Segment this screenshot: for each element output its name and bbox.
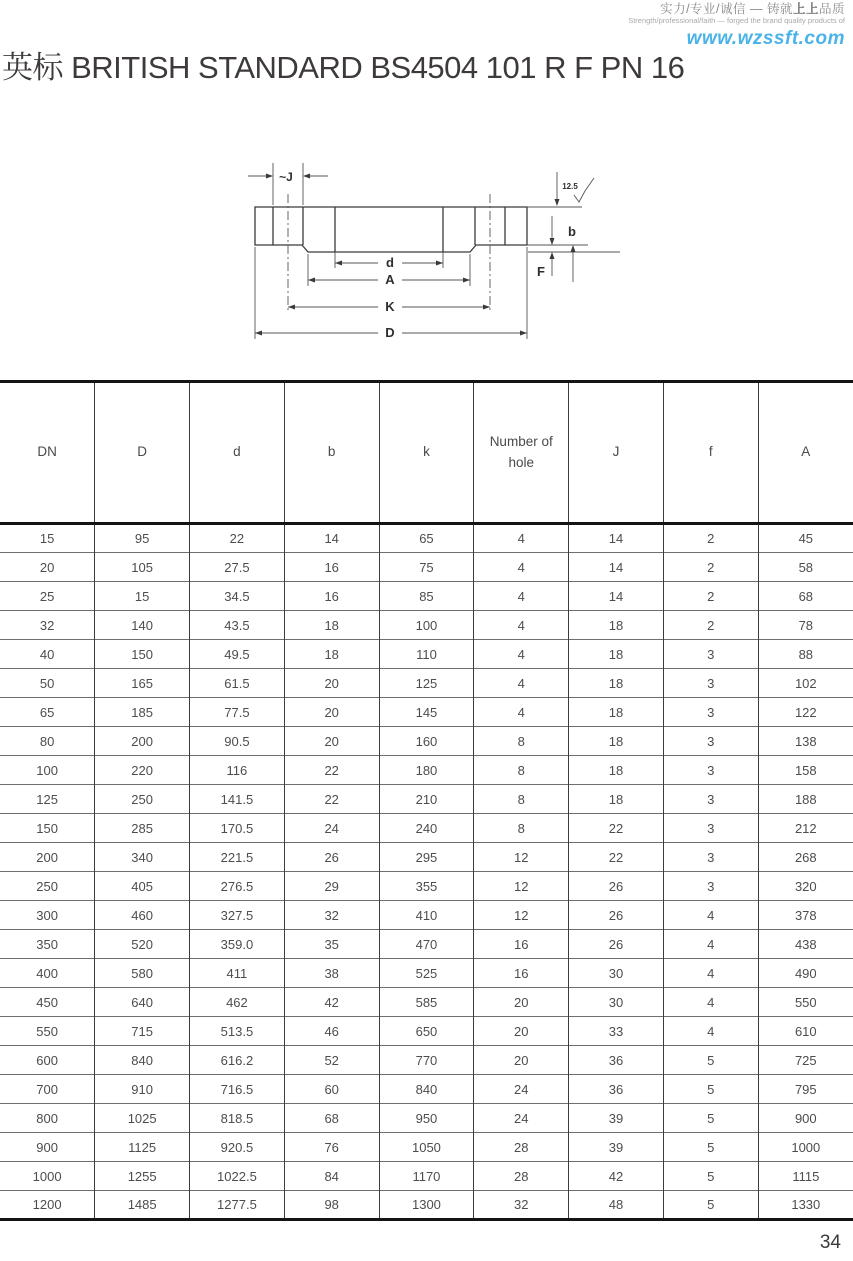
table-cell: 88 [758, 640, 853, 669]
table-cell: 138 [758, 727, 853, 756]
table-cell: 20 [284, 727, 379, 756]
column-header-b: b [284, 382, 379, 524]
table-cell: 20 [284, 698, 379, 727]
table-cell: 3 [663, 640, 758, 669]
table-cell: 14 [284, 524, 379, 553]
table-cell: 20 [474, 1046, 569, 1075]
table-cell: 3 [663, 814, 758, 843]
dim-label-j: ~J [279, 170, 293, 184]
table-cell: 5 [663, 1046, 758, 1075]
table-cell: 26 [569, 930, 664, 959]
table-row [0, 930, 853, 959]
table-cell: 1025 [95, 1104, 190, 1133]
table-cell: 3 [663, 843, 758, 872]
table-cell: 102 [758, 669, 853, 698]
table-cell: 68 [284, 1104, 379, 1133]
table-cell: 5 [663, 1133, 758, 1162]
table-cell: 3 [663, 698, 758, 727]
table-cell: 285 [95, 814, 190, 843]
table-cell: 900 [758, 1104, 853, 1133]
table-cell: 90.5 [190, 727, 285, 756]
table-cell: 32 [0, 611, 95, 640]
table-cell: 550 [758, 988, 853, 1017]
table-cell: 5 [663, 1075, 758, 1104]
table-cell: 12 [474, 843, 569, 872]
table-body [0, 524, 853, 1220]
table-cell: 800 [0, 1104, 95, 1133]
table-cell: 110 [379, 640, 474, 669]
table-cell: 490 [758, 959, 853, 988]
table-cell: 378 [758, 901, 853, 930]
table-row [0, 1133, 853, 1162]
table-cell: 30 [569, 959, 664, 988]
table-cell: 58 [758, 553, 853, 582]
table-cell: 3 [663, 872, 758, 901]
table-cell: 212 [758, 814, 853, 843]
table-cell: 795 [758, 1075, 853, 1104]
table-cell: 39 [569, 1133, 664, 1162]
table-cell: 4 [474, 524, 569, 553]
table-cell: 1115 [758, 1162, 853, 1191]
table-cell: 38 [284, 959, 379, 988]
table-cell: 12 [474, 872, 569, 901]
table-cell: 45 [758, 524, 853, 553]
table-cell: 2 [663, 553, 758, 582]
table-cell: 8 [474, 727, 569, 756]
column-header-a: A [758, 382, 853, 524]
table-cell: 18 [569, 698, 664, 727]
table-cell: 33 [569, 1017, 664, 1046]
table-cell: 240 [379, 814, 474, 843]
table-cell: 400 [0, 959, 95, 988]
table-cell: 4 [474, 553, 569, 582]
table-cell: 1050 [379, 1133, 474, 1162]
page-title: 英标 BRITISH STANDARD BS4504 101 R F PN 16 [2, 50, 685, 85]
table-cell: 100 [0, 756, 95, 785]
table-row [0, 1075, 853, 1104]
table-cell: 600 [0, 1046, 95, 1075]
table-cell: 24 [284, 814, 379, 843]
table-cell: 80 [0, 727, 95, 756]
table-cell: 18 [284, 640, 379, 669]
table-cell: 359.0 [190, 930, 285, 959]
table-cell: 715 [95, 1017, 190, 1046]
table-cell: 76 [284, 1133, 379, 1162]
table-cell: 77.5 [190, 698, 285, 727]
table-cell: 4 [663, 1017, 758, 1046]
table-cell: 200 [0, 843, 95, 872]
table-cell: 34.5 [190, 582, 285, 611]
table-cell: 411 [190, 959, 285, 988]
table-cell: 3 [663, 756, 758, 785]
table-cell: 46 [284, 1017, 379, 1046]
table-cell: 2 [663, 582, 758, 611]
table-cell: 26 [569, 872, 664, 901]
table-cell: 30 [569, 988, 664, 1017]
table-cell: 18 [569, 756, 664, 785]
table-cell: 35 [284, 930, 379, 959]
brand-website: www.wzssft.com [686, 28, 845, 49]
table-cell: 920.5 [190, 1133, 285, 1162]
table-cell: 32 [474, 1191, 569, 1220]
table-cell: 49.5 [190, 640, 285, 669]
table-row [0, 524, 853, 553]
table-cell: 550 [0, 1017, 95, 1046]
table-cell: 4 [663, 959, 758, 988]
table-cell: 98 [284, 1191, 379, 1220]
table-cell: 145 [379, 698, 474, 727]
table-cell: 716.5 [190, 1075, 285, 1104]
dim-label-dd: D [385, 325, 395, 340]
table-cell: 220 [95, 756, 190, 785]
table-cell: 3 [663, 727, 758, 756]
table-cell: 900 [0, 1133, 95, 1162]
table-cell: 5 [663, 1191, 758, 1220]
table-cell: 61.5 [190, 669, 285, 698]
table-cell: 585 [379, 988, 474, 1017]
table-cell: 450 [0, 988, 95, 1017]
table-cell: 22 [284, 785, 379, 814]
dim-label-b: b [568, 224, 576, 239]
table-row [0, 611, 853, 640]
table-cell: 15 [95, 582, 190, 611]
table-cell: 276.5 [190, 872, 285, 901]
table-cell: 300 [0, 901, 95, 930]
table-row [0, 1046, 853, 1075]
table-row [0, 727, 853, 756]
table-row [0, 1017, 853, 1046]
table-row [0, 1162, 853, 1191]
table-cell: 295 [379, 843, 474, 872]
table-cell: 180 [379, 756, 474, 785]
table-cell: 65 [379, 524, 474, 553]
table-cell: 122 [758, 698, 853, 727]
table-cell: 4 [663, 930, 758, 959]
header-row [0, 382, 853, 524]
table-cell: 462 [190, 988, 285, 1017]
table-cell: 25 [0, 582, 95, 611]
table-cell: 438 [758, 930, 853, 959]
table-cell: 14 [569, 582, 664, 611]
column-header-number-of-hole: Number of hole [474, 382, 569, 524]
table-cell: 1000 [758, 1133, 853, 1162]
table-cell: 840 [95, 1046, 190, 1075]
table-cell: 14 [569, 524, 664, 553]
table-row [0, 988, 853, 1017]
table-cell: 18 [569, 611, 664, 640]
table-cell: 116 [190, 756, 285, 785]
table-cell: 52 [284, 1046, 379, 1075]
table-cell: 160 [379, 727, 474, 756]
table-cell: 24 [474, 1075, 569, 1104]
table-cell: 520 [95, 930, 190, 959]
table-cell: 170.5 [190, 814, 285, 843]
table-cell: 700 [0, 1075, 95, 1104]
table-row [0, 843, 853, 872]
table-cell: 20 [284, 669, 379, 698]
table-cell: 18 [569, 640, 664, 669]
column-header-d-bore: d [190, 382, 285, 524]
dim-label-f: F [537, 264, 545, 279]
table-cell: 5 [663, 1162, 758, 1191]
table-cell: 513.5 [190, 1017, 285, 1046]
table-cell: 18 [569, 727, 664, 756]
table-cell: 18 [284, 611, 379, 640]
table-cell: 3 [663, 785, 758, 814]
table-cell: 4 [474, 669, 569, 698]
table-cell: 460 [95, 901, 190, 930]
column-header-k: k [379, 382, 474, 524]
table-row [0, 872, 853, 901]
table-cell: 125 [0, 785, 95, 814]
table-cell: 42 [569, 1162, 664, 1191]
table-cell: 1255 [95, 1162, 190, 1191]
table-cell: 125 [379, 669, 474, 698]
table-cell: 1125 [95, 1133, 190, 1162]
table-cell: 1000 [0, 1162, 95, 1191]
table-cell: 470 [379, 930, 474, 959]
table-cell: 1277.5 [190, 1191, 285, 1220]
table-row [0, 959, 853, 988]
table-cell: 65 [0, 698, 95, 727]
brand-tagline-en: Strength/professional/faith — forged the brand quality products of [628, 16, 845, 26]
table-cell: 200 [95, 727, 190, 756]
table-cell: 43.5 [190, 611, 285, 640]
table-cell: 770 [379, 1046, 474, 1075]
flange-drawing [240, 150, 620, 370]
table-cell: 818.5 [190, 1104, 285, 1133]
table-row [0, 756, 853, 785]
flange-body-outline [255, 207, 527, 252]
table-cell: 1485 [95, 1191, 190, 1220]
dim-label-roughness: 12.5 [562, 182, 578, 191]
table-row [0, 901, 853, 930]
table-cell: 610 [758, 1017, 853, 1046]
column-header-d-outer: D [95, 382, 190, 524]
table-cell: 650 [379, 1017, 474, 1046]
table-cell: 1330 [758, 1191, 853, 1220]
table-cell: 20 [474, 988, 569, 1017]
table-cell: 78 [758, 611, 853, 640]
table-cell: 75 [379, 553, 474, 582]
table-cell: 725 [758, 1046, 853, 1075]
table-cell: 165 [95, 669, 190, 698]
table-cell: 42 [284, 988, 379, 1017]
table-cell: 12 [474, 901, 569, 930]
table-cell: 141.5 [190, 785, 285, 814]
table-cell: 221.5 [190, 843, 285, 872]
table-cell: 140 [95, 611, 190, 640]
table-row [0, 814, 853, 843]
table-header [0, 382, 853, 524]
table-cell: 4 [474, 582, 569, 611]
table-cell: 4 [663, 988, 758, 1017]
table-cell: 188 [758, 785, 853, 814]
dim-label-k: K [385, 299, 395, 314]
table-cell: 68 [758, 582, 853, 611]
table-cell: 150 [95, 640, 190, 669]
table-cell: 36 [569, 1046, 664, 1075]
table-cell: 4 [474, 698, 569, 727]
table-cell: 5 [663, 1104, 758, 1133]
table-cell: 26 [284, 843, 379, 872]
brand-tagline-cn: 实力/专业/诚信 — 铸就上上品质 [660, 2, 845, 16]
table-cell: 26 [569, 901, 664, 930]
table-cell: 28 [474, 1162, 569, 1191]
table-cell: 28 [474, 1133, 569, 1162]
table-cell: 16 [474, 959, 569, 988]
table-cell: 16 [474, 930, 569, 959]
table-cell: 39 [569, 1104, 664, 1133]
table-row [0, 669, 853, 698]
table-cell: 525 [379, 959, 474, 988]
table-cell: 250 [0, 872, 95, 901]
column-header-dn: DN [0, 382, 95, 524]
table-cell: 350 [0, 930, 95, 959]
table-cell: 50 [0, 669, 95, 698]
table-row [0, 1104, 853, 1133]
table-cell: 580 [95, 959, 190, 988]
table-cell: 1200 [0, 1191, 95, 1220]
dim-label-a: A [385, 272, 395, 287]
table-row [0, 1191, 853, 1220]
table-row [0, 785, 853, 814]
table-cell: 4 [663, 901, 758, 930]
table-cell: 32 [284, 901, 379, 930]
table-cell: 8 [474, 756, 569, 785]
table-cell: 84 [284, 1162, 379, 1191]
table-cell: 355 [379, 872, 474, 901]
table-cell: 210 [379, 785, 474, 814]
table-cell: 40 [0, 640, 95, 669]
table-cell: 60 [284, 1075, 379, 1104]
table-cell: 2 [663, 524, 758, 553]
table-cell: 2 [663, 611, 758, 640]
table-cell: 340 [95, 843, 190, 872]
page-number: 34 [819, 1232, 841, 1253]
table-cell: 20 [0, 553, 95, 582]
table-cell: 405 [95, 872, 190, 901]
table-cell: 1300 [379, 1191, 474, 1220]
table-cell: 18 [569, 669, 664, 698]
table-cell: 22 [569, 843, 664, 872]
flange-drawing-svg [240, 150, 620, 365]
table-cell: 36 [569, 1075, 664, 1104]
table-cell: 14 [569, 553, 664, 582]
column-header-j: J [569, 382, 664, 524]
table-cell: 22 [190, 524, 285, 553]
table-cell: 1170 [379, 1162, 474, 1191]
table-cell: 250 [95, 785, 190, 814]
table-cell: 410 [379, 901, 474, 930]
table-cell: 910 [95, 1075, 190, 1104]
table-cell: 24 [474, 1104, 569, 1133]
table-cell: 16 [284, 582, 379, 611]
dim-label-d: d [386, 255, 394, 270]
table-cell: 16 [284, 553, 379, 582]
table-cell: 95 [95, 524, 190, 553]
table-cell: 840 [379, 1075, 474, 1104]
table-cell: 150 [0, 814, 95, 843]
table-cell: 327.5 [190, 901, 285, 930]
table-cell: 22 [284, 756, 379, 785]
table-cell: 48 [569, 1191, 664, 1220]
table-cell: 22 [569, 814, 664, 843]
table-cell: 15 [0, 524, 95, 553]
table-cell: 29 [284, 872, 379, 901]
table-cell: 268 [758, 843, 853, 872]
table-cell: 616.2 [190, 1046, 285, 1075]
table-row [0, 640, 853, 669]
table-cell: 320 [758, 872, 853, 901]
table-cell: 1022.5 [190, 1162, 285, 1191]
table-cell: 27.5 [190, 553, 285, 582]
table-row [0, 553, 853, 582]
table-cell: 20 [474, 1017, 569, 1046]
column-header-f: f [663, 382, 758, 524]
table-cell: 85 [379, 582, 474, 611]
table-cell: 158 [758, 756, 853, 785]
table-cell: 640 [95, 988, 190, 1017]
table-cell: 8 [474, 814, 569, 843]
table-cell: 3 [663, 669, 758, 698]
table-cell: 8 [474, 785, 569, 814]
table-row [0, 582, 853, 611]
table-cell: 950 [379, 1104, 474, 1133]
table-cell: 4 [474, 640, 569, 669]
table-cell: 100 [379, 611, 474, 640]
table-cell: 105 [95, 553, 190, 582]
table-cell: 185 [95, 698, 190, 727]
table-cell: 18 [569, 785, 664, 814]
table-row [0, 698, 853, 727]
flange-dimension-table [0, 380, 853, 1221]
table-cell: 4 [474, 611, 569, 640]
